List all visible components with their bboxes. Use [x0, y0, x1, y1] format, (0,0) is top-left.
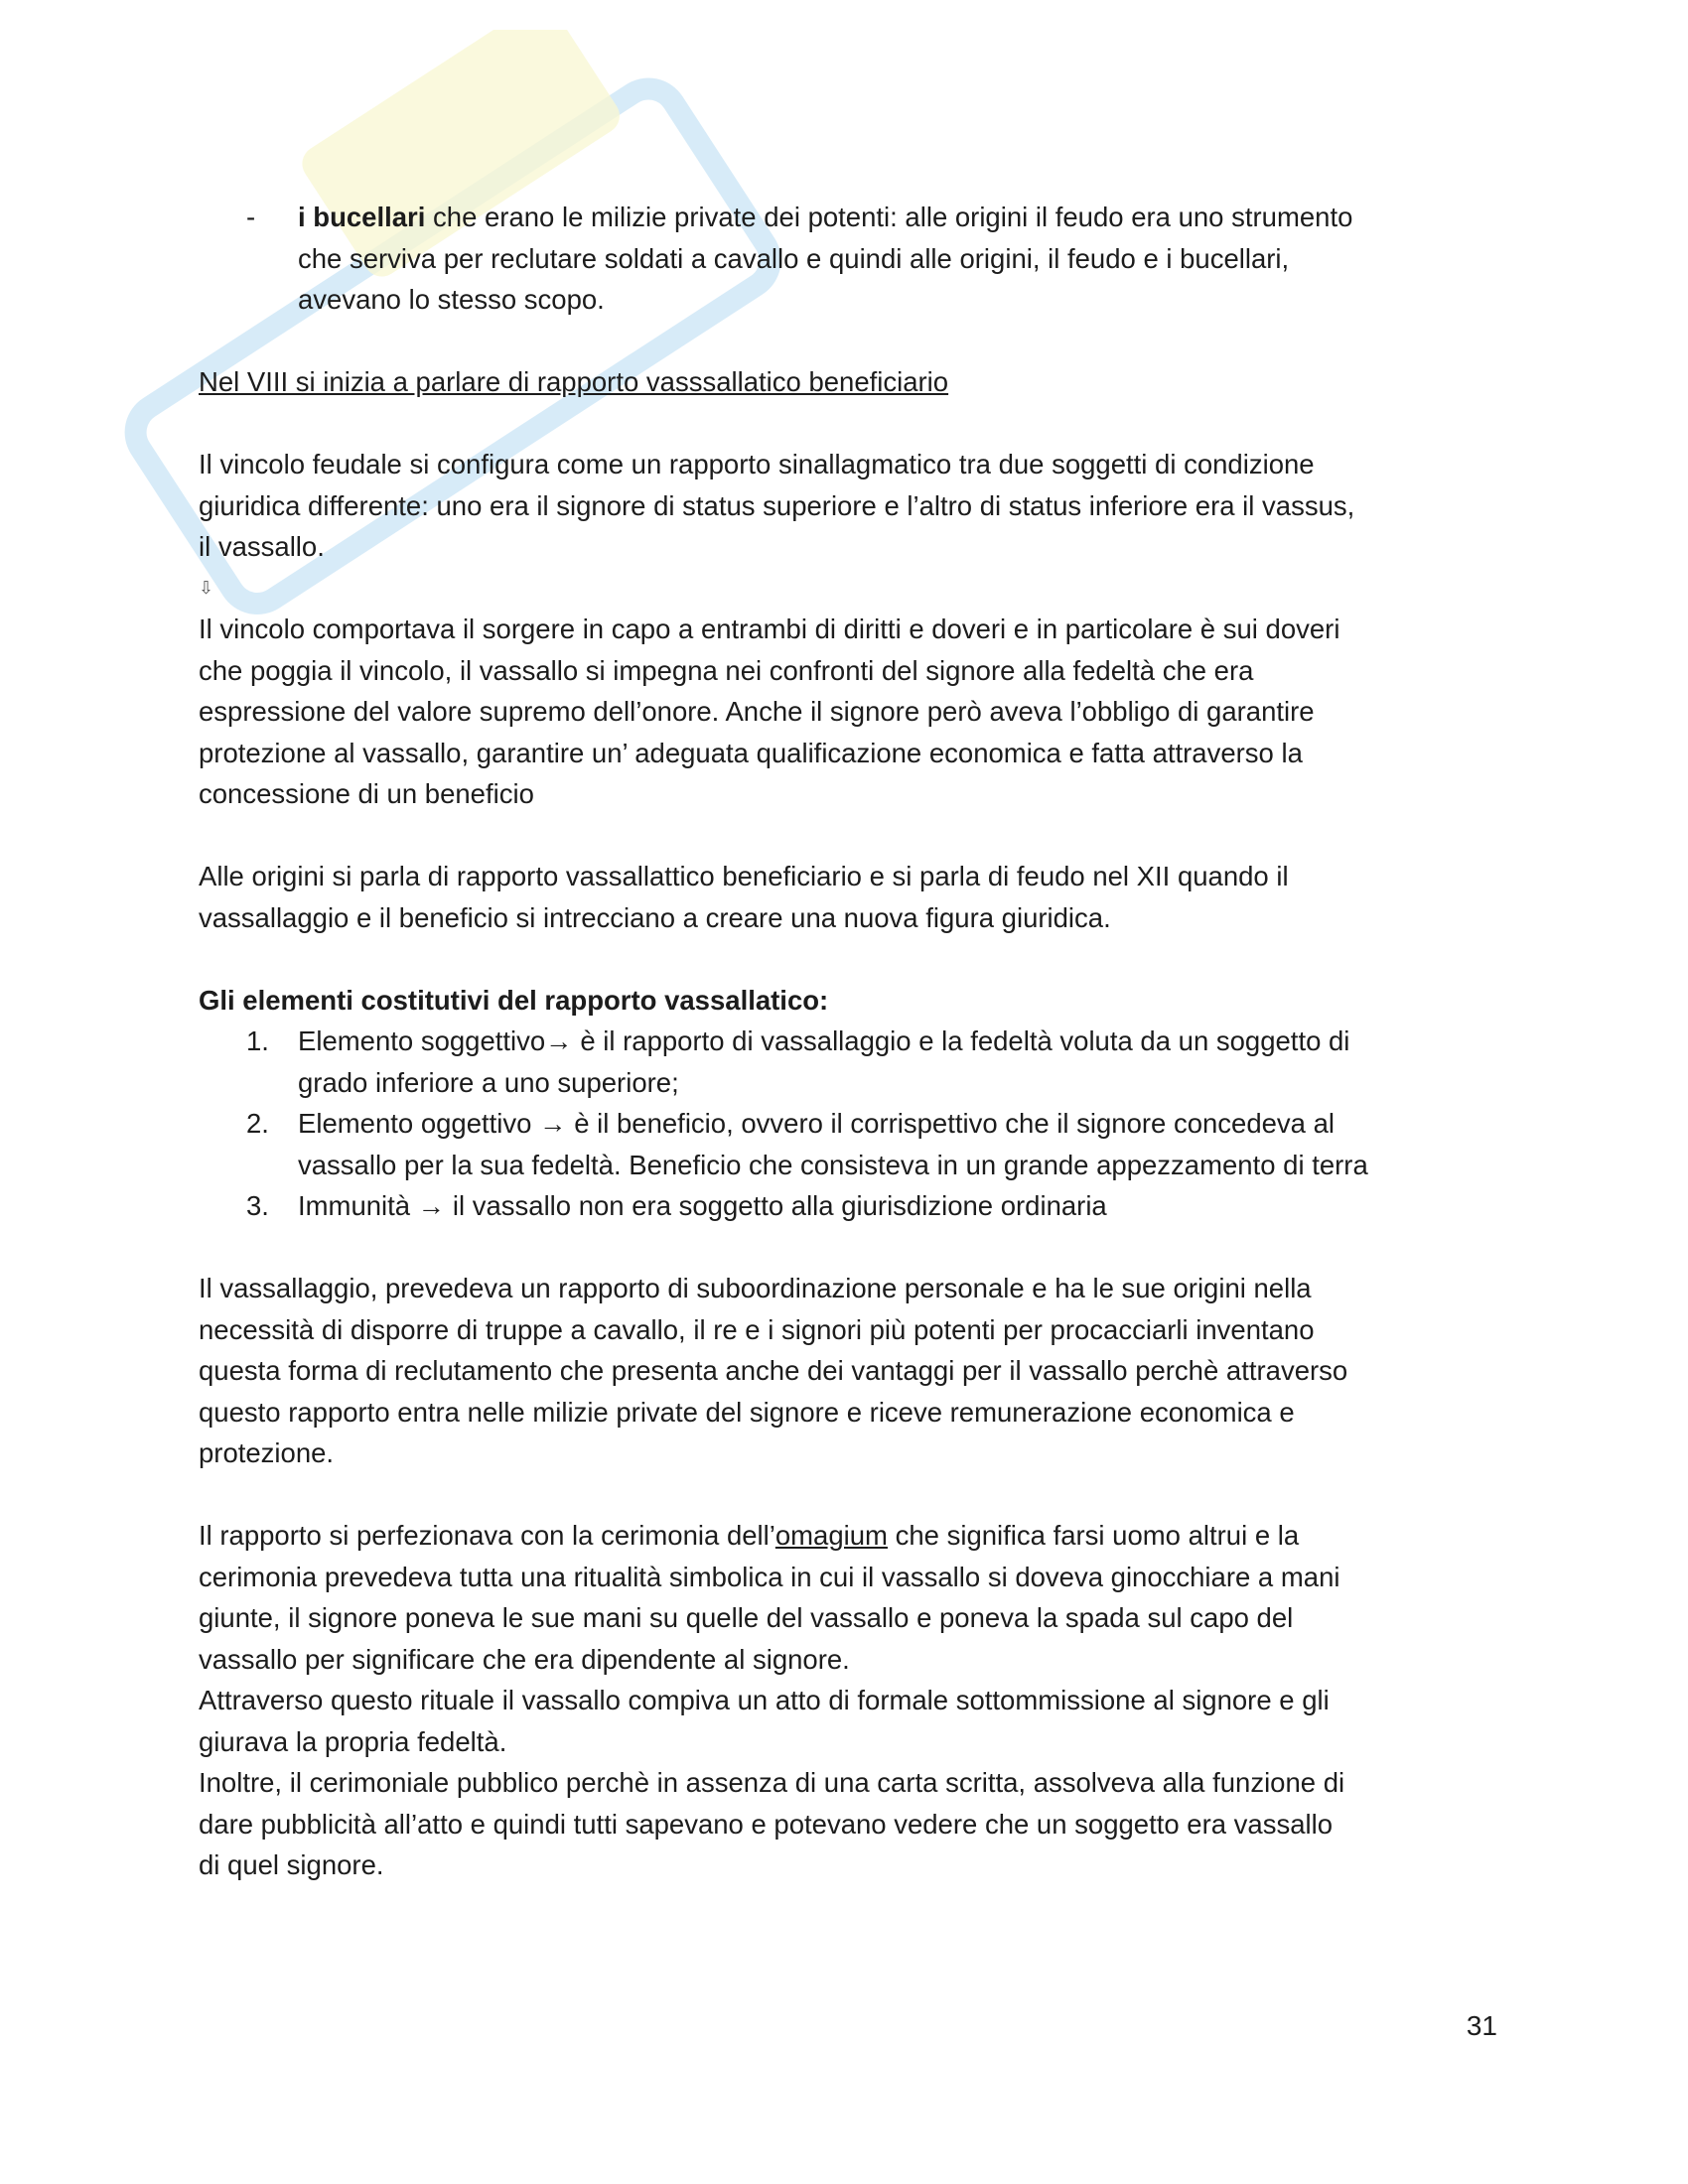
text-line: grado inferiore a uno superiore;: [298, 1066, 679, 1098]
document-body: [199, 197, 1499, 1886]
text-line: Elemento soggettivo→ è il rapporto di vassallaggio e la fedeltà voluta da un soggetto di: [298, 1025, 1350, 1056]
paragraph-diritti: [199, 609, 1499, 815]
dash-bullet: -: [246, 202, 256, 232]
text-line: Il vincolo feudale si configura come un rapporto sinallagmatico tra due soggetti di condizione: [199, 449, 1315, 479]
down-arrow-icon: ⇩: [199, 577, 214, 598]
text-line: giurava la propria fedeltà.: [199, 1725, 507, 1757]
list-item: [199, 1103, 1499, 1185]
bucellari-list-item: [199, 197, 1499, 321]
text-line: giuridica differente: uno era il signore di status superiore e l’altro di status inferiore era il vassus,: [199, 489, 1355, 521]
text-line: cerimonia prevedeva tutta una ritualità simbolica in cui il vassallo si doveva ginocchiare a mani: [199, 1561, 1340, 1592]
text-line: Inoltre, il cerimoniale pubblico perchè in assenza di una carta scritta, assolveva alla funzione di: [199, 1767, 1345, 1798]
page-number: 31: [1466, 2010, 1497, 2041]
text-line: questa forma di reclutamento che presenta anche dei vantaggi per il vassallo perchè attraverso: [199, 1355, 1348, 1386]
bucellari-line-3: avevano lo stesso scopo.: [298, 284, 605, 315]
text-line: Elemento oggettivo → è il beneficio, ovvero il corrispettivo che il signore concedeva al: [298, 1108, 1336, 1139]
bucellari-line-1: che erano le milizie private dei potenti: alle origini il feudo era uno strumento: [425, 202, 1353, 232]
text-line: questo rapporto entra nelle milizie private del signore e riceve remunerazione economica e: [199, 1396, 1295, 1428]
text-line: espressione del valore supremo dell’onore. Anche il signore però aveva l’obbligo di garantire: [199, 696, 1315, 727]
text-line: [199, 1515, 1499, 1557]
paragraph-origini: [199, 856, 1499, 938]
paragraph-vincolo: [199, 444, 1499, 568]
text-line: vassallo per la sua fedeltà. Beneficio che consisteva in un grande appezzamento di terra: [298, 1149, 1368, 1180]
text-line: vassallo per significare che era dipendente al signore.: [199, 1643, 850, 1675]
elements-heading: Gli elementi costitutivi del rapporto vassallatico:: [199, 984, 829, 1016]
list-number: 2.: [246, 1108, 269, 1139]
bucellari-line-2: che serviva per reclutare soldati a cavallo e quindi alle origini, il feudo e i bucellari,: [298, 242, 1290, 274]
paragraph-vassallaggio: [199, 1268, 1499, 1474]
text-line: protezione.: [199, 1437, 335, 1468]
text-line: vassallaggio e il beneficio si intrecciano a creare una nuova figura giuridica.: [199, 901, 1111, 933]
elements-list: [199, 1021, 1499, 1227]
bucellari-term: i bucellari: [298, 202, 426, 232]
text-line: di quel signore.: [199, 1849, 384, 1880]
text-fragment: Il rapporto si perfezionava con la cerimonia dell’: [199, 1520, 775, 1551]
text-line: Attraverso questo rituale il vassallo compiva un atto di formale sottommissione al signore e gli: [199, 1685, 1330, 1715]
paragraph-omagium: [199, 1515, 1499, 1886]
text-fragment: che significa farsi uomo altrui e la: [887, 1520, 1300, 1551]
omagium-term: omagium: [774, 1520, 888, 1551]
list-number: 1.: [246, 1025, 269, 1056]
text-line: dare pubblicità all’atto e quindi tutti sapevano e potevano vedere che un soggetto era vassallo: [199, 1808, 1334, 1840]
heading-viii: Nel VIII si inizia a parlare di rapporto vasssallatico beneficiario: [199, 366, 949, 397]
list-number: 3.: [246, 1190, 269, 1221]
text-line: Immunità → il vassallo non era soggetto alla giurisdizione ordinaria: [298, 1190, 1107, 1221]
text-line: Alle origini si parla di rapporto vassallattico beneficiario e si parla di feudo nel XII quando il: [199, 861, 1289, 891]
text-line: Il vincolo comportava il sorgere in capo a entrambi di diritti e doveri e in particolare è sui doveri: [199, 614, 1340, 644]
list-item: [199, 1185, 1499, 1227]
text-line: il vassallo.: [199, 531, 325, 562]
text-line: giunte, il signore poneva le sue mani su quelle del vassallo e poneva la spada sul capo del: [199, 1602, 1294, 1633]
text-line: che poggia il vincolo, il vassallo si impegna nei confronti del signore alla fedeltà che era: [199, 654, 1254, 686]
text-line: concessione di un beneficio: [199, 778, 534, 809]
list-item: [199, 1021, 1499, 1103]
text-line: necessità di disporre di truppe a cavallo, il re e i signori più potenti per procacciarli inventano: [199, 1313, 1315, 1345]
text-line: protezione al vassallo, garantire un’ adeguata qualificazione economica e fatta attraverso la: [199, 737, 1303, 768]
text-line: Il vassallaggio, prevedeva un rapporto di suboordinazione personale e ha le sue origini nella: [199, 1273, 1312, 1303]
